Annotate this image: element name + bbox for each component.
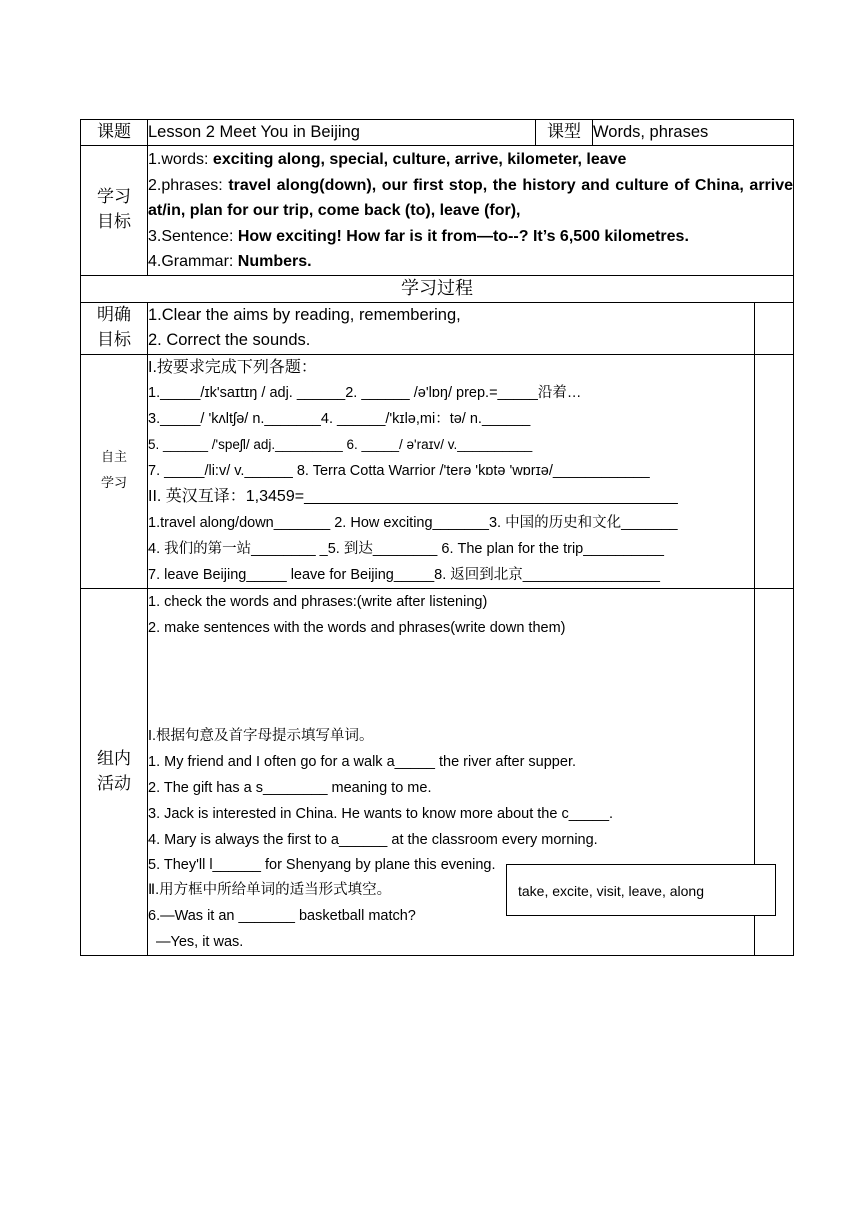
aims-line-1: 1.Clear the aims by reading, remembering, [148,305,461,324]
aims-extra-cell [755,302,794,354]
objective-phrases [148,173,793,224]
sentence-prefix: 3.Sentence: [148,227,238,245]
group-heading-1: I.根据句意及首字母提示填写单词。 [148,727,374,744]
self-study-line-4: 7. _____/li:v/ v.______ 8. Terra Cotta Warrior /'terə 'kɒtə 'wɒrɪə/____________ [148,463,650,479]
objective-sentence [148,224,793,250]
self-study-line-5: 1.travel along/down_______ 2. How exciting_______3. 中国的历史和文化_______ [148,514,678,531]
self-study-line-7: 7. leave Beijing_____ leave for Beijing_____8. 返回到北京_________________ [148,566,660,583]
self-study-content [148,354,755,588]
aims-label-1: 明确 [97,305,131,325]
grammar-prefix: 4.Grammar: [148,253,238,270]
question-4: 4. Mary is always the first to a______ at the classroom every morning. [148,831,598,848]
question-3: 3. Jack is interested in China. He wants to know more about the c_____. [148,805,614,822]
header-row [81,120,794,146]
group-heading-2: Ⅱ.用方框中所给单词的适当形式填空。 [148,881,392,898]
type-label: 课型 [536,120,593,146]
grammar-text: Numbers. [237,253,312,270]
writing-space [148,641,754,723]
words-prefix: 1.words: [148,151,213,168]
question-6-answer: —Yes, it was. [156,933,244,950]
self-study-line-2: 3._____/ 'kʌltʃə/ n._______4. ______/'kɪlə,mi：tə/ n.______ [148,411,531,427]
lesson-table [80,119,794,956]
type-value: Words, phrases [593,120,794,146]
self-study-heading-1: I.按要求完成下列各题： [148,358,317,376]
aims-content [148,302,755,354]
objectives-label [81,146,148,276]
process-row [81,275,794,302]
aims-line-2: 2. Correct the sounds. [148,331,311,349]
objectives-content [148,146,794,276]
question-5: 5. They'll l______ for Shenyang by plane this evening. [148,856,496,873]
phrases-prefix: 2.phrases: [148,176,229,194]
phrases-list: travel along(down), our first stop, the history and culture of China, arrive at/in, plan for our trip, come back (to), leave (for), [148,176,794,219]
process-title: 学习过程 [81,275,794,302]
self-study-label-1: 自主 [100,450,127,465]
topic-value: Lesson 2 Meet You in Beijing [148,120,536,146]
self-study-heading-2: II. 英汉互译：1,3459=__________________________________________ [148,488,678,505]
group-task-2: 2. make sentences with the words and phrases(write down them) [148,619,566,636]
word-box: take, excite, visit, leave, along [506,864,776,916]
objective-words [148,147,793,173]
self-study-row [81,354,794,588]
aims-label-2: 目标 [97,330,131,350]
self-study-label [81,354,148,588]
question-6: 6.—Was it an _______ basketball match? [148,907,416,924]
objectives-row [81,146,794,276]
objective-grammar [148,249,793,275]
group-label-2: 活动 [97,773,131,794]
self-study-line-6: 4. 我们的第一站________ _5. 到达________ 6. The plan for the trip__________ [148,540,664,557]
group-task-1: 1. check the words and phrases:(write after listening) [148,593,488,610]
lesson-plan [80,119,793,956]
aims-label [81,302,148,354]
question-2: 2. The gift has a s________ meaning to me. [148,779,432,796]
sentence-text: How exciting! How far is it from—to--? It’s 6,500 kilometres. [237,227,689,245]
aims-row [81,302,794,354]
objectives-label-2: 目标 [97,212,131,233]
topic-label: 课题 [81,120,148,146]
self-study-extra-cell [755,354,794,588]
group-label [81,588,148,955]
words-list: exciting along, special, culture, arrive, kilometer, leave [212,151,627,168]
question-1: 1. My friend and I often go for a walk a_____ the river after supper. [148,753,576,770]
self-study-line-1: 1._____/ɪk'saɪtɪŋ / adj. ______2. ______ /ə'lɒŋ/ prep.=_____沿着… [148,385,582,401]
self-study-label-2: 学习 [100,476,127,491]
objectives-label-1: 学习 [97,187,131,208]
group-label-1: 组内 [97,748,131,769]
self-study-line-3: 5. ______ /'speʃl/ adj._________ 6. _____/ ə'raɪv/ v.__________ [148,437,533,452]
